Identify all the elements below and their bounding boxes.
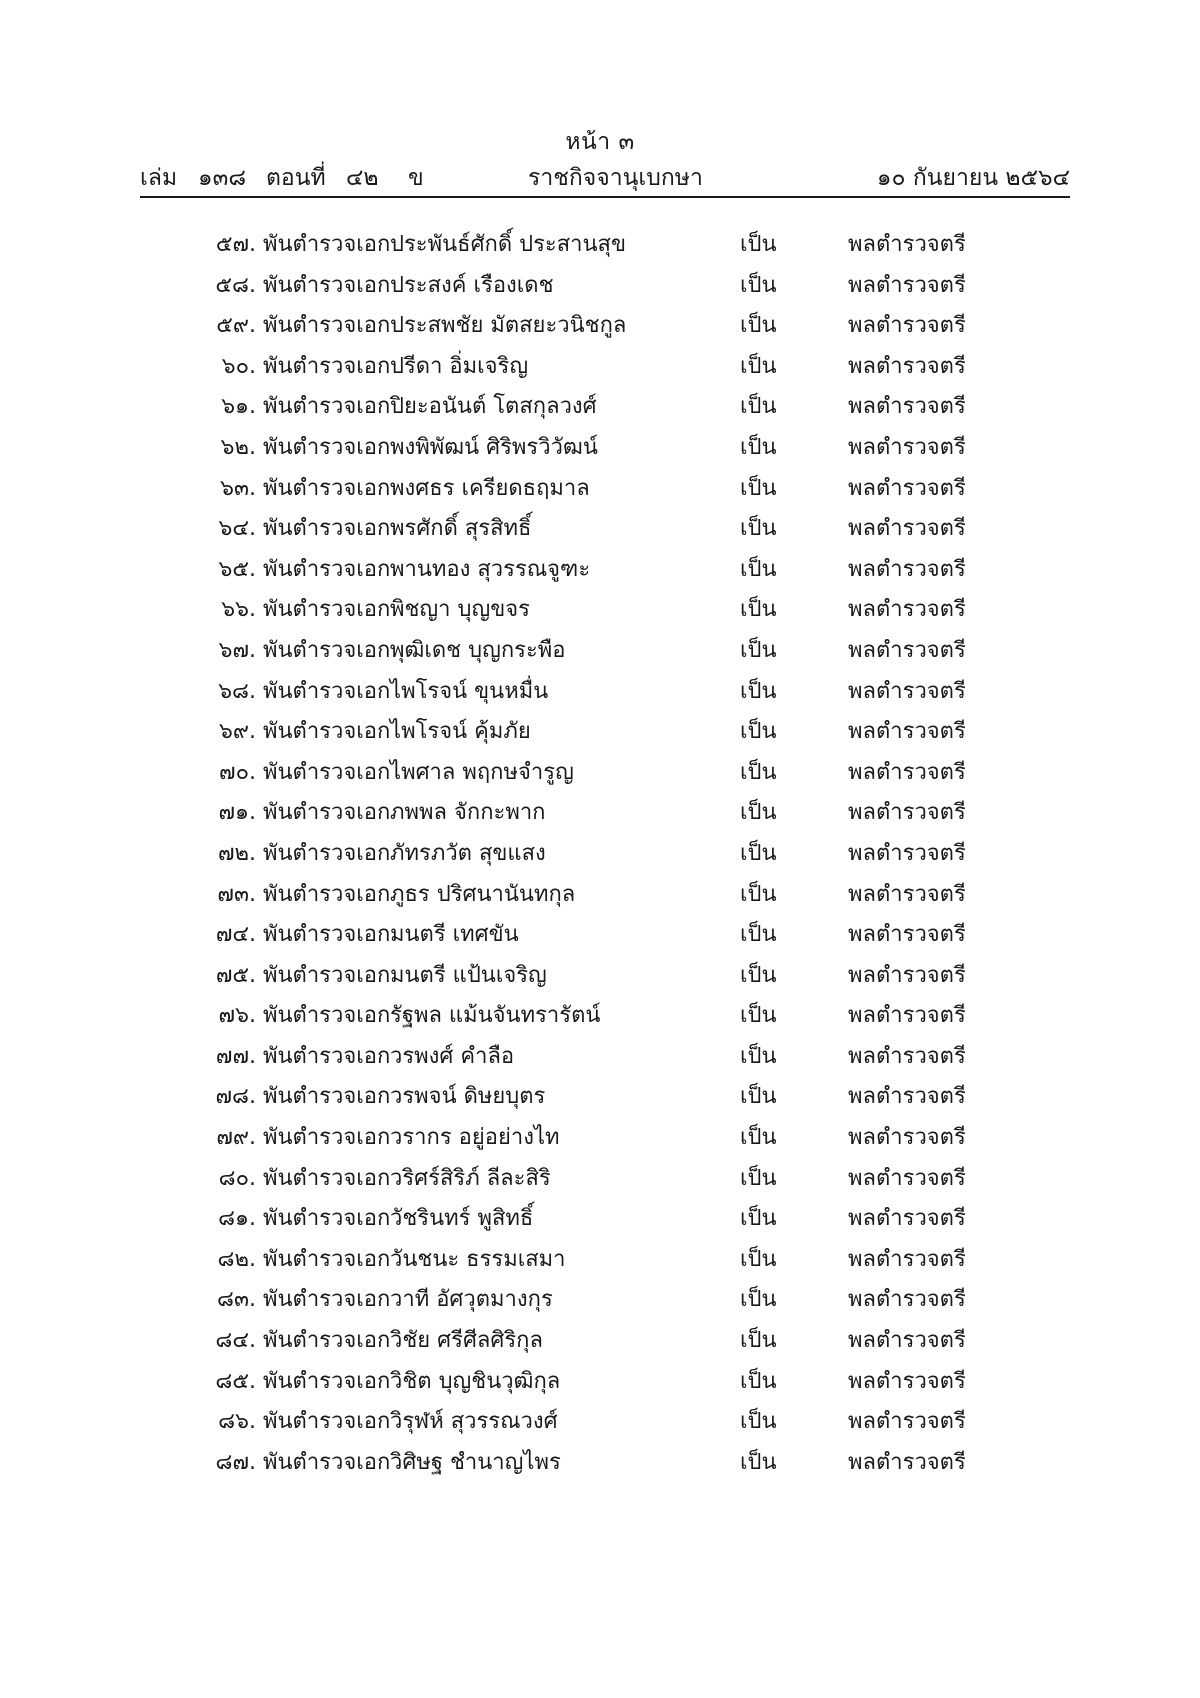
current-rank: พันตำรวจเอก <box>263 840 391 866</box>
current-rank: พันตำรวจเอก <box>263 881 391 907</box>
list-item <box>0 794 1200 835</box>
list-item <box>0 1281 1200 1322</box>
list-item <box>0 1078 1200 1119</box>
current-rank: พันตำรวจเอก <box>263 434 391 460</box>
officer-name: ประสพชัย มัตสยะวนิชกูล <box>390 313 627 339</box>
list-item <box>0 267 1200 308</box>
new-rank: พลตำรวจตรี <box>848 475 966 501</box>
current-rank: พันตำรวจเอก <box>263 556 391 582</box>
as-word: เป็น <box>740 759 777 785</box>
current-rank: พันตำรวจเอก <box>263 1368 391 1394</box>
new-rank: พลตำรวจตรี <box>848 1125 966 1151</box>
as-word: เป็น <box>740 1246 777 1272</box>
new-rank: พลตำรวจตรี <box>848 1084 966 1110</box>
officer-name: ภัทรภวัต สุขแสง <box>390 840 546 866</box>
list-item <box>0 1363 1200 1404</box>
new-rank: พลตำรวจตรี <box>848 394 966 420</box>
list-item <box>0 470 1200 511</box>
as-word: เป็น <box>740 962 777 988</box>
entry-number: ๕๗. <box>215 232 256 257</box>
officer-name: วิชัย ศรีศีลศิริกุล <box>390 1328 543 1354</box>
entry-number: ๕๘. <box>215 272 256 298</box>
entry-number: ๖๙. <box>218 719 256 745</box>
entry-number: ๖๑. <box>221 394 256 420</box>
current-rank: พันตำรวจเอก <box>263 1165 391 1191</box>
current-rank: พันตำรวจเอก <box>263 272 391 298</box>
list-item <box>0 916 1200 957</box>
new-rank: พลตำรวจตรี <box>848 881 966 907</box>
list-item <box>0 388 1200 429</box>
list-item <box>0 632 1200 673</box>
current-rank: พันตำรวจเอก <box>263 800 391 826</box>
current-rank: พันตำรวจเอก <box>263 1287 391 1313</box>
entry-number: ๘๗. <box>215 1449 256 1475</box>
header-rule <box>140 196 1070 198</box>
as-word: เป็น <box>740 1368 777 1394</box>
current-rank: พันตำรวจเอก <box>263 516 391 542</box>
as-word: เป็น <box>740 1449 777 1475</box>
new-rank: พลตำรวจตรี <box>848 556 966 582</box>
list-item <box>0 835 1200 876</box>
entry-number: ๗๙. <box>216 1125 256 1151</box>
current-rank: พันตำรวจเอก <box>263 1043 391 1069</box>
promotion-list <box>0 226 1200 1484</box>
officer-name: มนตรี เทศขัน <box>390 922 519 948</box>
volume-number: ๑๓๘ <box>198 165 247 191</box>
current-rank: พันตำรวจเอก <box>263 353 391 379</box>
as-word: เป็น <box>740 637 777 663</box>
entry-number: ๗๕. <box>215 962 256 988</box>
entry-number: ๘๒. <box>217 1246 256 1272</box>
officer-name: พานทอง สุวรรณจูฑะ <box>390 556 591 582</box>
list-item <box>0 510 1200 551</box>
current-rank: พันตำรวจเอก <box>263 759 391 785</box>
as-word: เป็น <box>740 313 777 339</box>
list-item <box>0 307 1200 348</box>
officer-name: พิชญา บุญขจร <box>390 597 530 623</box>
current-rank: พันตำรวจเอก <box>263 1003 391 1029</box>
entry-number: ๗๓. <box>217 881 256 907</box>
officer-name: วัชรินทร์ พูสิทธิ์ <box>390 1206 534 1232</box>
current-rank: พันตำรวจเอก <box>263 232 391 257</box>
officer-name: วิศิษฐ ชำนาญไพร <box>390 1449 561 1475</box>
as-word: เป็น <box>740 1003 777 1029</box>
entry-number: ๘๑. <box>218 1206 256 1232</box>
new-rank: พลตำรวจตรี <box>848 597 966 623</box>
officer-name: พงพิพัฒน์ ศิริพรวิวัฒน์ <box>390 434 598 460</box>
list-item <box>0 1038 1200 1079</box>
as-word: เป็น <box>740 272 777 298</box>
entry-number: ๖๗. <box>218 637 256 663</box>
publication-date: ๑๐ กันยายน ๒๕๖๔ <box>876 165 1070 191</box>
new-rank: พลตำรวจตรี <box>848 719 966 745</box>
list-item <box>0 1160 1200 1201</box>
list-item <box>0 551 1200 592</box>
current-rank: พันตำรวจเอก <box>263 475 391 501</box>
as-word: เป็น <box>740 1084 777 1110</box>
as-word: เป็น <box>740 1206 777 1232</box>
new-rank: พลตำรวจตรี <box>848 1287 966 1313</box>
as-word: เป็น <box>740 840 777 866</box>
entry-number: ๖๓. <box>220 475 256 501</box>
new-rank: พลตำรวจตรี <box>848 962 966 988</box>
new-rank: พลตำรวจตรี <box>848 1328 966 1354</box>
current-rank: พันตำรวจเอก <box>263 962 391 988</box>
list-item <box>0 673 1200 714</box>
officer-name: ไพโรจน์ ขุนหมื่น <box>390 678 549 704</box>
entry-number: ๕๙. <box>216 313 256 339</box>
entry-number: ๖๖. <box>221 597 256 623</box>
entry-number: ๘๕. <box>215 1368 256 1394</box>
officer-name: ไพศาล พฤกษจำรูญ <box>390 759 574 785</box>
new-rank: พลตำรวจตรี <box>848 759 966 785</box>
officer-name: วรพจน์ ดิษยบุตร <box>390 1084 546 1110</box>
entry-number: ๗๖. <box>218 1003 256 1029</box>
as-word: เป็น <box>740 1043 777 1069</box>
new-rank: พลตำรวจตรี <box>848 516 966 542</box>
officer-name: วิชิต บุญชินวุฒิกุล <box>390 1368 561 1394</box>
as-word: เป็น <box>740 922 777 948</box>
list-item <box>0 429 1200 470</box>
as-word: เป็น <box>740 1328 777 1354</box>
officer-name: มนตรี แป้นเจริญ <box>390 962 547 988</box>
current-rank: พันตำรวจเอก <box>263 597 391 623</box>
as-word: เป็น <box>740 434 777 460</box>
officer-name: พรศักดิ์ สุรสิทธิ์ <box>390 516 532 542</box>
list-item <box>0 997 1200 1038</box>
current-rank: พันตำรวจเอก <box>263 719 391 745</box>
entry-number: ๗๔. <box>215 922 256 948</box>
current-rank: พันตำรวจเอก <box>263 1246 391 1272</box>
current-rank: พันตำรวจเอก <box>263 1409 391 1435</box>
entry-number: ๖๒. <box>220 434 256 460</box>
current-rank: พันตำรวจเอก <box>263 1328 391 1354</box>
entry-number: ๖๘. <box>218 678 256 704</box>
officer-name: ปิยะอนันต์ โตสกุลวงศ์ <box>390 394 597 420</box>
current-rank: พันตำรวจเอก <box>263 394 391 420</box>
list-item <box>0 1403 1200 1444</box>
new-rank: พลตำรวจตรี <box>848 800 966 826</box>
entry-number: ๗๐. <box>219 759 256 785</box>
list-item <box>0 591 1200 632</box>
officer-name: ภพพล จักกะพาก <box>390 800 546 826</box>
current-rank: พันตำรวจเอก <box>263 678 391 704</box>
current-rank: พันตำรวจเอก <box>263 1125 391 1151</box>
list-item <box>0 1444 1200 1485</box>
as-word: เป็น <box>740 719 777 745</box>
entry-number: ๘๓. <box>216 1287 256 1313</box>
officer-name: ประสงค์ เรืองเดช <box>390 272 554 298</box>
entry-number: ๘๐. <box>218 1165 256 1191</box>
section-number: ๔๒ <box>346 165 379 191</box>
new-rank: พลตำรวจตรี <box>848 232 966 257</box>
as-word: เป็น <box>740 475 777 501</box>
as-word: เป็น <box>740 556 777 582</box>
list-item <box>0 713 1200 754</box>
new-rank: พลตำรวจตรี <box>848 922 966 948</box>
new-rank: พลตำรวจตรี <box>848 353 966 379</box>
current-rank: พันตำรวจเอก <box>263 1084 391 1110</box>
new-rank: พลตำรวจตรี <box>848 678 966 704</box>
new-rank: พลตำรวจตรี <box>848 313 966 339</box>
officer-name: วรากร อยู่อย่างไท <box>390 1125 560 1151</box>
list-item <box>0 1200 1200 1241</box>
entry-number: ๘๔. <box>215 1328 256 1354</box>
officer-name: รัฐพล แม้นจันทรารัตน์ <box>390 1003 601 1029</box>
entry-number: ๗๒. <box>217 840 256 866</box>
entry-number: ๗๘. <box>215 1084 256 1110</box>
new-rank: พลตำรวจตรี <box>848 1165 966 1191</box>
officer-name: พงศธร เครียดธฤมาล <box>390 475 590 501</box>
as-word: เป็น <box>740 1125 777 1151</box>
new-rank: พลตำรวจตรี <box>848 840 966 866</box>
entry-number: ๖๐. <box>221 353 256 379</box>
list-item <box>0 226 1200 267</box>
new-rank: พลตำรวจตรี <box>848 637 966 663</box>
new-rank: พลตำรวจตรี <box>848 434 966 460</box>
officer-name: วิรุฬห์ สุวรรณวงศ์ <box>390 1409 558 1435</box>
new-rank: พลตำรวจตรี <box>848 1246 966 1272</box>
volume-label: เล่ม <box>140 165 178 191</box>
as-word: เป็น <box>740 881 777 907</box>
new-rank: พลตำรวจตรี <box>848 1003 966 1029</box>
gazette-header <box>140 160 1070 190</box>
officer-name: วรพงศ์ คำลือ <box>390 1043 515 1069</box>
entry-number: ๗๑. <box>218 800 256 826</box>
gazette-title: ราชกิจจานุเบกษา <box>528 165 703 191</box>
as-word: เป็น <box>740 800 777 826</box>
officer-name: วันชนะ ธรรมเสมา <box>390 1246 566 1272</box>
entry-number: ๘๖. <box>218 1409 256 1435</box>
entry-number: ๖๕. <box>218 556 256 582</box>
as-word: เป็น <box>740 1287 777 1313</box>
officer-name: ปรีดา อิ่มเจริญ <box>390 353 529 379</box>
officer-name: ไพโรจน์ คุ้มภัย <box>390 719 531 745</box>
current-rank: พันตำรวจเอก <box>263 1449 391 1475</box>
as-word: เป็น <box>740 597 777 623</box>
officer-name: วริศร์สิริภ์ ลีละสิริ <box>390 1165 551 1191</box>
as-word: เป็น <box>740 1409 777 1435</box>
current-rank: พันตำรวจเอก <box>263 922 391 948</box>
as-word: เป็น <box>740 1165 777 1191</box>
as-word: เป็น <box>740 678 777 704</box>
as-word: เป็น <box>740 353 777 379</box>
list-item <box>0 1322 1200 1363</box>
list-item <box>0 754 1200 795</box>
current-rank: พันตำรวจเอก <box>263 1206 391 1232</box>
new-rank: พลตำรวจตรี <box>848 1206 966 1232</box>
section-label: ตอนที่ <box>266 165 326 191</box>
officer-name: ประพันธ์ศักดิ์ ประสานสุข <box>390 232 627 257</box>
as-word: เป็น <box>740 516 777 542</box>
officer-name: พุฒิเดช บุญกระพือ <box>390 637 566 663</box>
as-word: เป็น <box>740 394 777 420</box>
new-rank: พลตำรวจตรี <box>848 272 966 298</box>
current-rank: พันตำรวจเอก <box>263 313 391 339</box>
officer-name: วาที อัศวุตมางกุร <box>390 1287 553 1313</box>
list-item <box>0 957 1200 998</box>
list-item <box>0 1119 1200 1160</box>
entry-number: ๖๔. <box>218 516 256 542</box>
list-item <box>0 348 1200 389</box>
list-item <box>0 876 1200 917</box>
as-word: เป็น <box>740 232 777 257</box>
new-rank: พลตำรวจตรี <box>848 1043 966 1069</box>
section-type: ข <box>408 165 424 191</box>
list-item <box>0 1241 1200 1282</box>
officer-name: ภูธร ปริศนานันทกุล <box>390 881 576 907</box>
new-rank: พลตำรวจตรี <box>848 1409 966 1435</box>
entry-number: ๗๗. <box>215 1043 256 1069</box>
new-rank: พลตำรวจตรี <box>848 1449 966 1475</box>
current-rank: พันตำรวจเอก <box>263 637 391 663</box>
new-rank: พลตำรวจตรี <box>848 1368 966 1394</box>
page-number: หน้า ๓ <box>565 129 635 155</box>
